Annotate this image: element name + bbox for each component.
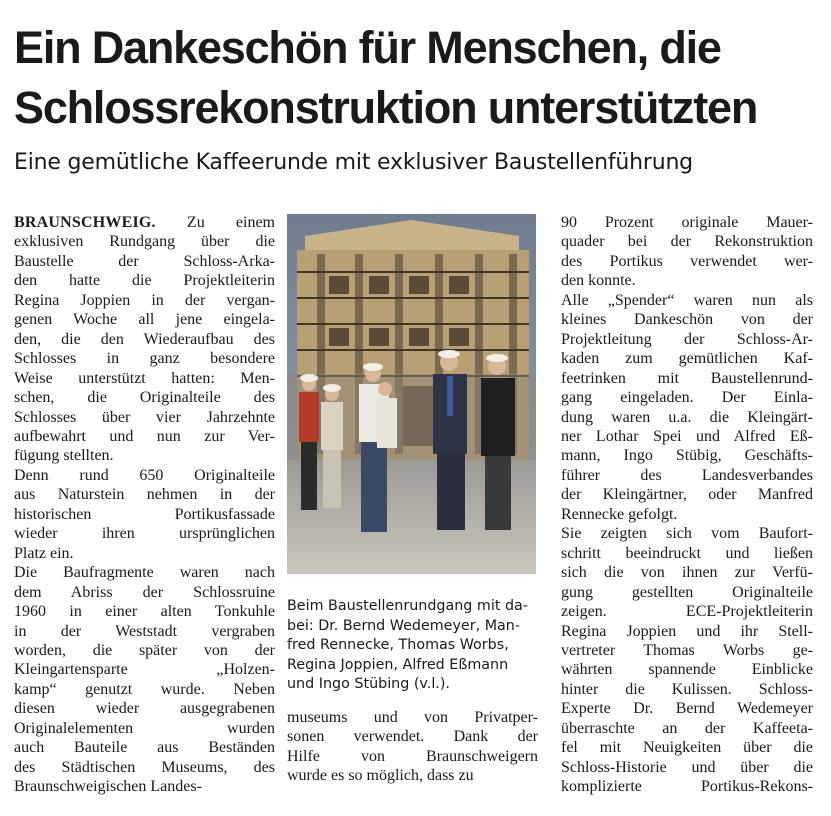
column-line: Baustelle der Schloss-Arka- [14, 252, 275, 270]
column-line: ner Lothar Spei und Alfred Eß- [561, 427, 813, 445]
column-line: den konnte. [561, 272, 636, 290]
column-line: dung waren u.a. die Kleingärt- [561, 408, 813, 426]
column-line: mann, Ingo Stübig, Geschäfts- [561, 447, 813, 465]
column-line: Originalelementen wurden [14, 719, 275, 737]
headline [14, 18, 819, 138]
column-line: exklusiven Rundgang über die [14, 233, 275, 251]
column-line: BRAUNSCHWEIG. Zu einem [14, 214, 275, 231]
dateline: BRAUNSCHWEIG. [14, 214, 156, 231]
column-line: 90 Prozent originale Mauer- [561, 214, 813, 231]
column-line: vertreter Thomas Worbs ge- [561, 641, 813, 659]
column-line: fel mit Neuigkeiten über die [561, 739, 813, 757]
column-line: Schlosses in ganz besondere [14, 350, 275, 368]
column-line: hinter die Kulissen. Schloss- [561, 680, 813, 698]
headline-line-2: Schlossrekonstruktion unterstützten [14, 82, 758, 133]
column-line: historischen Portikusfassade [14, 505, 275, 523]
column-line: Schloss-Historie und über die [561, 758, 813, 776]
column-line: Platz ein. [14, 544, 74, 562]
column-line: Braunschweigischen Landes- [14, 778, 202, 796]
column-line: dem Abriss der Schlossruine [14, 583, 275, 601]
column-line: Kleingartensparte „Holzen- [14, 661, 275, 679]
column-line: genen Woche all jene eingela- [14, 311, 275, 329]
column-line: auch Bauteile aus Beständen [14, 739, 275, 757]
column-line: worden, die später von der [14, 641, 275, 659]
column-line: währten spannende Einblicke [561, 661, 813, 679]
column-line: Projektleitung der Schloss-Ar- [561, 330, 813, 348]
column-line: sonen verwendet. Dank der [287, 728, 538, 746]
column-line: diesen wieder ausgegrabenen [14, 700, 275, 718]
column-line: in der Weststadt vergraben [14, 622, 275, 640]
headline-line-1: Ein Dankeschön für Menschen, die [14, 22, 721, 73]
column-line: schritt beeindruckt und ließen [561, 544, 813, 562]
column-line: zeigen. ECE-Projektleiterin [561, 603, 813, 621]
column-line: den hatte die Projektleiterin [14, 272, 275, 290]
column-line: Weise unterstützt hatten: Men- [14, 369, 275, 387]
column-line: Die Baufragmente waren nach [14, 564, 275, 582]
column-line: feetrinken mit Baustellenrund- [561, 369, 813, 387]
column-line: Alle „Spender“ waren nun als [561, 291, 813, 309]
column-line: schen, die Originalteile des [14, 389, 275, 407]
caption-line: fred Rennecke, Thomas Worbs, [287, 637, 509, 654]
column-line: führer des Landesverbandes [561, 466, 813, 484]
column-line: kaden zum gemütlichen Kaf- [561, 350, 813, 368]
caption-line: bei: Dr. Bernd Wedemeyer, Man- [287, 617, 521, 634]
column-line: komplizierte Portikus-Rekons- [561, 778, 813, 796]
article-column-1 [14, 213, 275, 797]
column-line: überraschte an der Kaffeeta- [561, 719, 813, 737]
column-line: Rennecke gefolgt. [561, 505, 678, 523]
column-line: aus Naturstein nehmen in der [14, 486, 275, 504]
column-line: des Portikus verwendet wer- [561, 252, 813, 270]
column-line: gang eingeladen. Der Einla- [561, 389, 813, 407]
column-line: der Kleingärtner, oder Manfred [561, 486, 813, 504]
column-line: Regina Joppien in der vergan- [14, 291, 275, 309]
caption-line: Beim Baustellenrundgang mit da- [287, 598, 528, 614]
column-line: Denn rund 650 Originalteile [14, 466, 275, 484]
caption-line: und Ingo Stübing (v.l.). [287, 676, 450, 693]
column-line: fügung stellten. [14, 447, 114, 465]
column-line: gung gestellten Originalteile [561, 583, 813, 601]
article-column-2 [287, 708, 538, 786]
column-line: kleines Dankeschön von der [561, 311, 813, 329]
column-line: Sie zeigten sich vom Baufort- [561, 525, 813, 543]
column-line: sich die von ihnen zur Verfü- [561, 564, 813, 582]
article-photo [287, 214, 536, 574]
column-line: Hilfe von Braunschweigern [287, 747, 538, 765]
subheadline: Eine gemütliche Kaffeerunde mit exklusiver Baustellenführung [14, 150, 693, 175]
column-line: museums und von Privatper- [287, 709, 538, 726]
column-line: Schlosses über vier Jahrzehnte [14, 408, 275, 426]
column-line: kamp“ genutzt wurde. Neben [14, 680, 275, 698]
column-line: des Städtischen Museums, des [14, 758, 275, 776]
column-line: 1960 in einer alten Tonkuhle [14, 603, 275, 621]
photo-caption [287, 597, 538, 695]
column-line: Experte Dr. Bernd Wedemeyer [561, 700, 813, 718]
column-line: den, die den Wiederaufbau des [14, 330, 275, 348]
caption-line: Regina Joppien, Alfred Eßmann [287, 656, 509, 673]
column-line: Regina Joppien und ihr Stell- [561, 622, 813, 640]
column-line: aufbewahrt und nun zur Ver- [14, 427, 275, 445]
column-line: wurde es so möglich, dass zu [287, 767, 474, 785]
column-line: wieder ihren ursprünglichen [14, 525, 275, 543]
column-line: quader bei der Rekonstruktion [561, 233, 813, 251]
article-column-3 [561, 213, 813, 797]
